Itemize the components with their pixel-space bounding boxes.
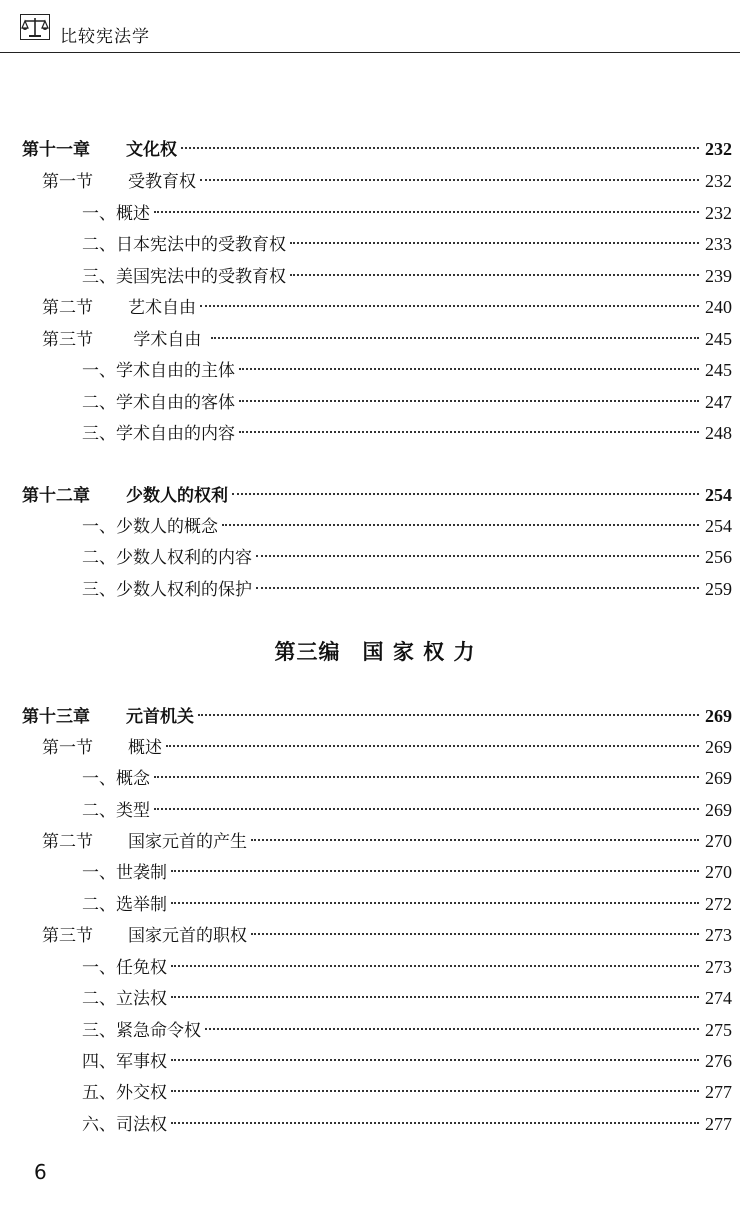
toc-row <box>0 356 750 382</box>
dot-leader <box>171 996 699 998</box>
toc-item-label: 一、 <box>82 361 116 381</box>
toc-page-number: 269 <box>705 737 732 757</box>
dot-leader <box>239 431 699 433</box>
toc-item-title: 少数人权利的保护 <box>116 580 252 600</box>
toc-section-title: 艺术自由 <box>128 298 196 318</box>
toc-page-number: 245 <box>705 329 732 349</box>
toc-page-number: 274 <box>705 988 732 1008</box>
toc-section-label: 第一节 <box>42 738 93 758</box>
toc-page-number: 259 <box>705 579 732 599</box>
dot-leader <box>181 147 699 149</box>
toc-section-title: 国家元首的职权 <box>128 926 247 946</box>
dot-leader <box>256 555 699 557</box>
dot-leader <box>290 242 699 244</box>
toc-page-number: 272 <box>705 894 732 914</box>
toc-page-number: 256 <box>705 547 732 567</box>
toc-page-number: 273 <box>705 957 732 977</box>
toc-section-title: 国家元首的产生 <box>128 832 247 852</box>
dot-leader <box>198 714 699 716</box>
toc-item-title: 选举制 <box>116 895 167 915</box>
toc-section[interactable] <box>42 733 732 759</box>
dot-leader <box>171 965 699 967</box>
toc-chapter-label: 第十三章 <box>22 707 90 727</box>
dot-leader <box>154 808 699 810</box>
toc-item-title: 美国宪法中的受教育权 <box>116 267 286 287</box>
dot-leader <box>154 776 699 778</box>
dot-leader <box>200 179 699 181</box>
toc-row <box>0 199 750 225</box>
toc-item-label: 三、 <box>82 1021 116 1041</box>
toc-page-number: 277 <box>705 1082 732 1102</box>
dot-leader <box>200 305 699 307</box>
toc-item-label: 二、 <box>82 801 116 821</box>
dot-leader <box>222 524 699 526</box>
toc-item-label: 五、 <box>82 1083 116 1103</box>
toc-item[interactable] <box>82 858 732 884</box>
dot-leader <box>205 1028 699 1030</box>
toc-row <box>0 921 750 947</box>
toc-item[interactable] <box>82 1047 732 1073</box>
toc-row <box>0 481 750 507</box>
toc-item-title: 日本宪法中的受教育权 <box>116 235 286 255</box>
toc-chapter[interactable] <box>22 702 732 728</box>
toc-item[interactable] <box>82 1016 732 1042</box>
dot-leader <box>171 1122 699 1124</box>
toc-row <box>0 575 750 601</box>
toc-chapter-title: 少数人的权利 <box>126 486 228 506</box>
toc-row <box>0 167 750 193</box>
toc-item[interactable] <box>82 262 732 288</box>
toc-section-label: 第三节 <box>42 926 93 946</box>
toc-item-label: 二、 <box>82 548 116 568</box>
toc-item-label: 三、 <box>82 267 116 287</box>
toc-item-title: 少数人权利的内容 <box>116 548 252 568</box>
toc-chapter[interactable] <box>22 135 732 161</box>
dot-leader <box>166 745 699 747</box>
toc-item[interactable] <box>82 388 732 414</box>
toc-item[interactable] <box>82 419 732 445</box>
toc-row <box>0 858 750 884</box>
toc-item-title: 学术自由的客体 <box>116 393 235 413</box>
toc-row <box>0 325 750 351</box>
toc-item-label: 二、 <box>82 895 116 915</box>
toc-row <box>0 702 750 728</box>
toc-page-number: 254 <box>705 485 732 505</box>
toc-item[interactable] <box>82 764 732 790</box>
toc-row <box>0 388 750 414</box>
toc-section-label: 第三节 <box>42 330 93 350</box>
toc-item-title: 立法权 <box>116 989 167 1009</box>
toc-section[interactable] <box>42 921 732 947</box>
toc-item-label: 三、 <box>82 580 116 600</box>
toc-row <box>0 733 750 759</box>
toc-row <box>0 796 750 822</box>
dot-leader <box>251 839 699 841</box>
toc-page-number: 269 <box>705 768 732 788</box>
toc-page-number: 232 <box>705 139 732 159</box>
toc-item-label: 二、 <box>82 989 116 1009</box>
scales-of-justice-icon <box>20 14 50 40</box>
toc-row <box>0 890 750 916</box>
toc-row <box>0 764 750 790</box>
toc-item[interactable] <box>82 356 732 382</box>
toc-row <box>0 135 750 161</box>
toc-page-number: 276 <box>705 1051 732 1071</box>
toc-page-number: 245 <box>705 360 732 380</box>
toc-item[interactable] <box>82 1078 732 1104</box>
toc-chapter-label: 第十一章 <box>22 140 90 160</box>
toc-page-number: 248 <box>705 423 732 443</box>
toc-chapter-title: 文化权 <box>126 140 177 160</box>
toc-page-number: 269 <box>705 706 732 726</box>
dot-leader <box>171 1059 699 1061</box>
toc-row <box>0 293 750 319</box>
toc-section[interactable] <box>42 167 732 193</box>
toc-item-title: 世袭制 <box>116 863 167 883</box>
toc-item-title: 概念 <box>116 769 150 789</box>
toc-item-title: 概述 <box>116 204 150 224</box>
page-number: 6 <box>34 1160 47 1184</box>
toc-row <box>0 543 750 569</box>
toc-row <box>0 1016 750 1042</box>
toc-row <box>0 827 750 853</box>
toc-row <box>0 262 750 288</box>
dot-leader <box>171 1090 699 1092</box>
toc-item[interactable] <box>82 512 732 538</box>
toc-page-number: 233 <box>705 234 732 254</box>
toc-section[interactable] <box>42 293 732 319</box>
toc-page-number: 254 <box>705 516 732 536</box>
toc-chapter-title: 元首机关 <box>126 707 194 727</box>
toc-item[interactable] <box>82 953 732 979</box>
toc-item[interactable] <box>82 575 732 601</box>
toc-item[interactable] <box>82 1110 732 1136</box>
toc-chapter[interactable] <box>22 481 732 507</box>
toc-item[interactable] <box>82 796 732 822</box>
toc-item-label: 二、 <box>82 393 116 413</box>
toc-chapter-label: 第十二章 <box>22 486 90 506</box>
toc-page-number: 232 <box>705 171 732 191</box>
toc-row <box>0 1110 750 1136</box>
toc-item-label: 一、 <box>82 863 116 883</box>
dot-leader <box>239 400 699 402</box>
toc-page-number: 269 <box>705 800 732 820</box>
toc-item-title: 类型 <box>116 801 150 821</box>
toc-item[interactable] <box>82 984 732 1010</box>
toc-row <box>0 230 750 256</box>
toc-item-title: 司法权 <box>116 1115 167 1135</box>
toc-section-title: 概述 <box>128 738 162 758</box>
toc-row <box>0 953 750 979</box>
toc-item-title: 学术自由的内容 <box>116 424 235 444</box>
toc-item[interactable] <box>82 199 732 225</box>
toc-section-label: 第二节 <box>42 298 93 318</box>
toc-item-title: 外交权 <box>116 1083 167 1103</box>
toc-page-number: 240 <box>705 297 732 317</box>
header-rule <box>0 52 740 53</box>
toc-row <box>0 419 750 445</box>
toc-item-label: 一、 <box>82 958 116 978</box>
dot-leader <box>232 493 699 495</box>
toc-page-number: 275 <box>705 1020 732 1040</box>
toc-item-label: 四、 <box>82 1052 116 1072</box>
toc-page-number: 270 <box>705 831 732 851</box>
toc-item[interactable] <box>82 230 732 256</box>
toc-item-label: 三、 <box>82 424 116 444</box>
toc-section[interactable] <box>42 827 732 853</box>
toc-page-number: 273 <box>705 925 732 945</box>
toc-item-title: 任免权 <box>116 958 167 978</box>
toc-page-number: 247 <box>705 392 732 412</box>
toc-row <box>0 512 750 538</box>
toc-row <box>0 1047 750 1073</box>
toc-section-title: 受教育权 <box>128 172 196 192</box>
dot-leader <box>154 211 699 213</box>
dot-leader <box>251 933 699 935</box>
dot-leader <box>171 870 699 872</box>
toc-item-title: 学术自由的主体 <box>116 361 235 381</box>
book-title: 比较宪法学 <box>60 27 150 47</box>
dot-leader <box>290 274 699 276</box>
toc-page-number: 270 <box>705 862 732 882</box>
toc-section-label: 第二节 <box>42 832 93 852</box>
toc-item-label: 二、 <box>82 235 116 255</box>
toc-row <box>0 984 750 1010</box>
toc-page-number: 239 <box>705 266 732 286</box>
toc-item-label: 一、 <box>82 517 116 537</box>
toc-section[interactable] <box>42 325 732 351</box>
toc-section-label: 第一节 <box>42 172 93 192</box>
dot-leader <box>211 337 699 339</box>
dot-leader <box>171 902 699 904</box>
toc-item-label: 六、 <box>82 1115 116 1135</box>
dot-leader <box>239 368 699 370</box>
toc-item-title: 少数人的概念 <box>116 517 218 537</box>
toc-item[interactable] <box>82 543 732 569</box>
toc-page-number: 232 <box>705 203 732 223</box>
part-heading: 第三编 国 家 权 力 <box>274 640 476 664</box>
dot-leader <box>256 587 699 589</box>
toc-row <box>0 1078 750 1104</box>
toc-item-title: 军事权 <box>116 1052 167 1072</box>
toc-item[interactable] <box>82 890 732 916</box>
toc-section-title: 学术自由 <box>128 330 207 350</box>
page-header <box>0 0 750 54</box>
toc-page-number: 277 <box>705 1114 732 1134</box>
toc-item-label: 一、 <box>82 204 116 224</box>
toc-item-label: 一、 <box>82 769 116 789</box>
toc-item-title: 紧急命令权 <box>116 1021 201 1041</box>
